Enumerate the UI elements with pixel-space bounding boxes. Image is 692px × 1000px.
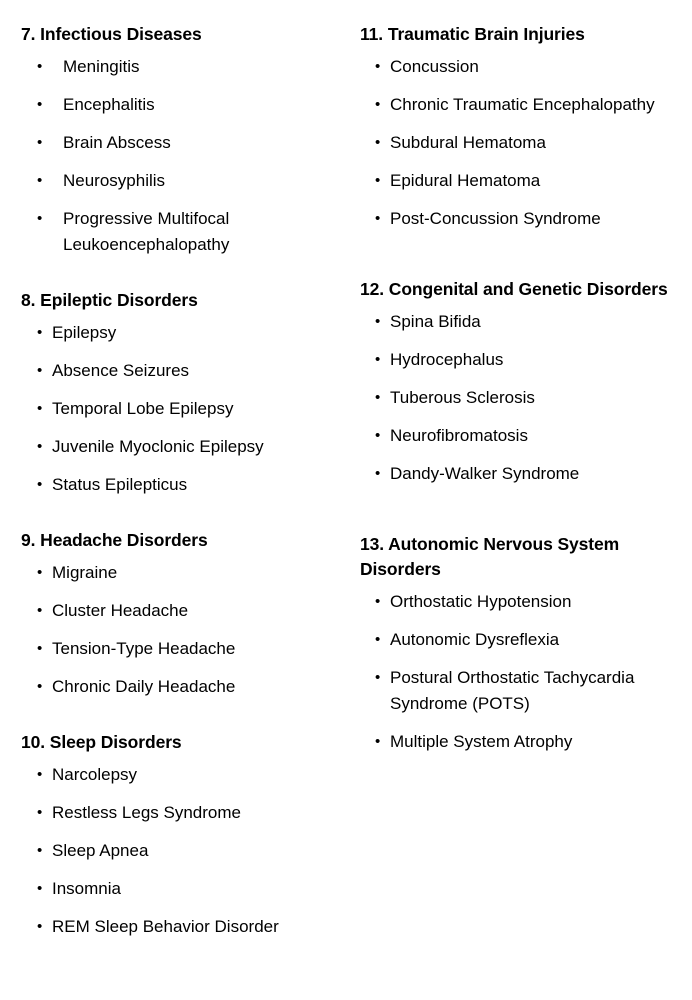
list-item-label: Chronic Traumatic Encephalopathy — [390, 95, 655, 114]
list-item — [21, 762, 346, 788]
list-item-label: Brain Abscess — [63, 133, 171, 152]
list-item-label: Orthostatic Hypotension — [390, 592, 572, 611]
section-heading: 7. Infectious Diseases — [21, 24, 202, 44]
bullet-icon: • — [37, 918, 43, 935]
list-item-label: Post-Concussion Syndrome — [390, 209, 601, 228]
bullet-icon: • — [37, 766, 43, 783]
bullet-icon: • — [375, 134, 381, 151]
bullet-icon: • — [375, 389, 381, 406]
list-item — [360, 423, 675, 449]
section — [21, 528, 346, 700]
bullet-icon: • — [37, 880, 43, 897]
bullet-icon: • — [375, 669, 381, 686]
section — [21, 730, 346, 940]
list-item — [21, 800, 346, 826]
list-item — [360, 729, 675, 755]
list-item-label: Cluster Headache — [52, 601, 189, 620]
bullet-icon: • — [375, 96, 381, 113]
right-column — [346, 0, 692, 1000]
bullet-icon: • — [37, 476, 43, 493]
bullet-icon: • — [37, 842, 43, 859]
list-item-label: Multiple System Atrophy — [390, 732, 573, 751]
section-heading: 11. Traumatic Brain Injuries — [360, 24, 585, 44]
list-item — [360, 665, 675, 717]
section-heading: 10. Sleep Disorders — [21, 732, 182, 752]
list-item-label: Status Epilepticus — [52, 475, 188, 494]
bullet-icon: • — [37, 172, 43, 189]
list-item-label: Restless Legs Syndrome — [52, 803, 241, 822]
list-item-label: Progressive Multifocal Leukoencephalopathy — [63, 209, 230, 254]
list-item-label: Migraine — [52, 563, 118, 582]
list-item — [21, 914, 346, 940]
list-item-label: Absence Seizures — [52, 361, 190, 380]
bullet-icon: • — [37, 640, 43, 657]
list-item — [21, 168, 346, 194]
list-item-label: Sleep Apnea — [52, 841, 149, 860]
list-item-label: Meningitis — [63, 57, 140, 76]
section-item-list — [21, 54, 346, 258]
list-item-label: Tuberous Sclerosis — [390, 388, 535, 407]
list-item-label: REM Sleep Behavior Disorder — [52, 917, 279, 936]
section-heading: 8. Epileptic Disorders — [21, 290, 198, 310]
list-item — [360, 92, 675, 118]
list-item — [21, 838, 346, 864]
list-item — [21, 206, 346, 258]
bullet-icon: • — [37, 96, 43, 113]
list-item-label: Epidural Hematoma — [390, 171, 541, 190]
section — [360, 532, 675, 755]
list-item — [21, 434, 346, 460]
bullet-icon: • — [37, 400, 43, 417]
bullet-icon: • — [375, 427, 381, 444]
list-item — [360, 54, 675, 80]
list-item-label: Autonomic Dysreflexia — [390, 630, 560, 649]
list-item — [21, 320, 346, 346]
list-item — [21, 358, 346, 384]
bullet-icon: • — [375, 313, 381, 330]
list-item-label: Subdural Hematoma — [390, 133, 546, 152]
bullet-icon: • — [375, 210, 381, 227]
section-item-list — [360, 309, 675, 487]
bullet-icon: • — [37, 134, 43, 151]
section-item-list — [360, 54, 675, 232]
section — [21, 22, 346, 258]
bullet-icon: • — [375, 58, 381, 75]
list-item-label: Concussion — [390, 57, 479, 76]
list-item — [360, 168, 675, 194]
list-item-label: Neurosyphilis — [63, 171, 166, 190]
bullet-icon: • — [375, 733, 381, 750]
bullet-icon: • — [37, 58, 43, 75]
section-heading: 12. Congenital and Genetic Disorders — [360, 279, 668, 299]
section — [360, 277, 675, 487]
list-item-label: Neurofibromatosis — [390, 426, 528, 445]
list-item-label: Encephalitis — [63, 95, 155, 114]
list-item-label: Narcolepsy — [52, 765, 138, 784]
section-item-list — [21, 762, 346, 940]
list-item-label: Spina Bifida — [390, 312, 481, 331]
bullet-icon: • — [375, 593, 381, 610]
section-item-list — [21, 560, 346, 700]
list-item — [360, 347, 675, 373]
list-item — [360, 385, 675, 411]
list-item — [21, 54, 346, 80]
list-item-label: Postural Orthostatic Tachycardia Syndrome (POTS) — [390, 668, 635, 713]
list-item-label: Insomnia — [52, 879, 121, 898]
list-item — [360, 589, 675, 615]
list-item — [21, 560, 346, 586]
list-item — [21, 876, 346, 902]
list-item — [360, 627, 675, 653]
list-item — [360, 130, 675, 156]
list-item — [21, 598, 346, 624]
bullet-icon: • — [37, 564, 43, 581]
section-item-list — [360, 589, 675, 755]
bullet-icon: • — [37, 438, 43, 455]
list-item — [21, 472, 346, 498]
bullet-icon: • — [375, 631, 381, 648]
list-item-label: Juvenile Myoclonic Epilepsy — [52, 437, 264, 456]
section-heading: 13. Autonomic Nervous System Disorders — [360, 534, 620, 579]
bullet-icon: • — [37, 362, 43, 379]
list-item-label: Dandy-Walker Syndrome — [390, 464, 580, 483]
list-item — [360, 206, 675, 232]
list-item-label: Hydrocephalus — [390, 350, 504, 369]
bullet-icon: • — [37, 678, 43, 695]
list-item — [21, 636, 346, 662]
bullet-icon: • — [37, 324, 43, 341]
list-item-label: Epilepsy — [52, 323, 117, 342]
list-item — [21, 396, 346, 422]
bullet-icon: • — [37, 804, 43, 821]
section — [21, 288, 346, 498]
list-item-label: Temporal Lobe Epilepsy — [52, 399, 234, 418]
list-item — [360, 461, 675, 487]
list-item-label: Tension-Type Headache — [52, 639, 236, 658]
list-item — [21, 130, 346, 156]
bullet-icon: • — [375, 172, 381, 189]
list-item — [360, 309, 675, 335]
list-item-label: Chronic Daily Headache — [52, 677, 236, 696]
bullet-icon: • — [37, 210, 43, 227]
bullet-icon: • — [375, 465, 381, 482]
section — [360, 22, 675, 232]
list-item — [21, 92, 346, 118]
bullet-icon: • — [375, 351, 381, 368]
bullet-icon: • — [37, 602, 43, 619]
section-heading: 9. Headache Disorders — [21, 530, 208, 550]
list-item — [21, 674, 346, 700]
section-item-list — [21, 320, 346, 498]
